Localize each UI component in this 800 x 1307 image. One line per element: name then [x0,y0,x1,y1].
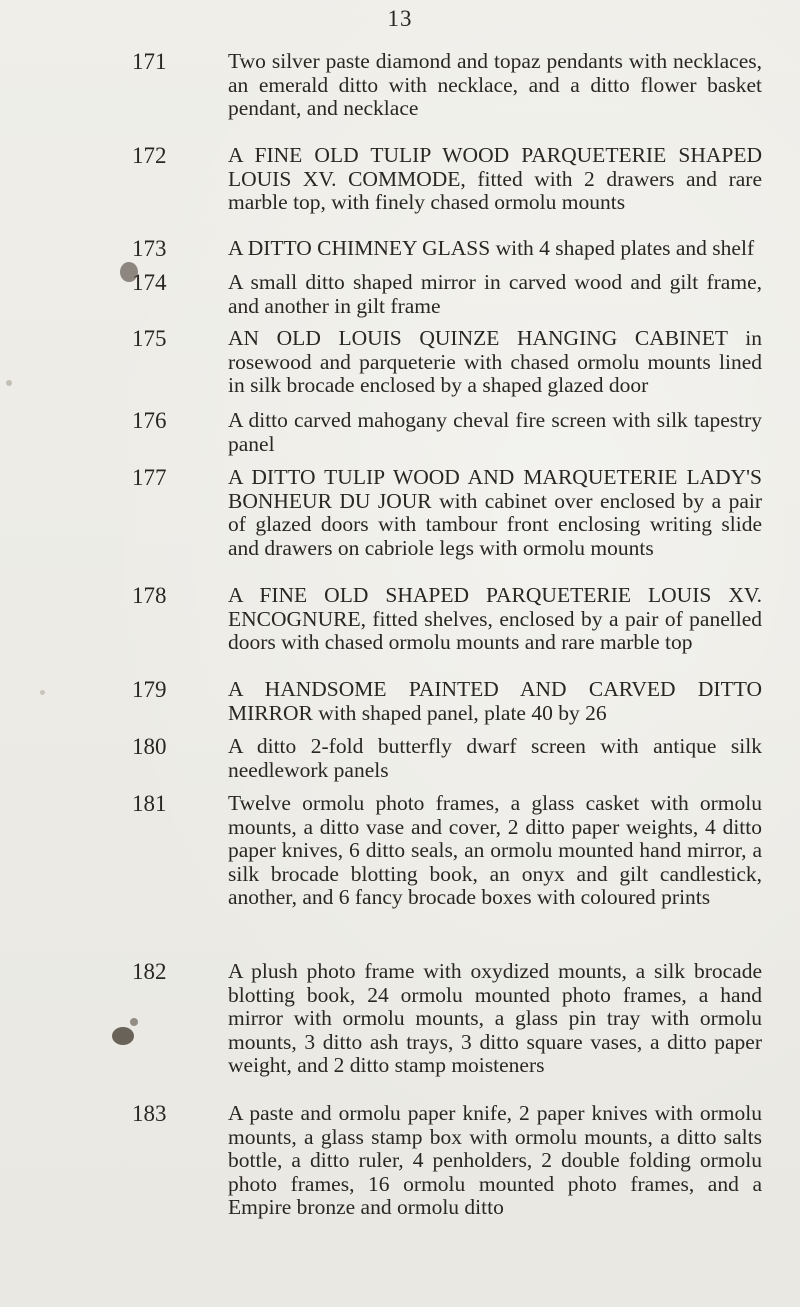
lot-number: 175 [132,326,167,351]
lot-description: A small ditto shaped mirror in carved wood and gilt frame, and another in gilt frame [228,270,762,318]
lot-description: A DITTO TULIP WOOD AND MARQUETERIE LADY'S BONHEUR DU JOUR with cabinet over enclosed by a pair of glazed doors with tambour front enclosing writing slide and drawers on cabriole legs with ormolu mounts [228,465,762,560]
lot-number: 181 [132,791,167,816]
lot-description: Twelve ormolu photo frames, a glass casket with ormolu mounts, a ditto vase and cover, 2 ditto paper weights, 4 ditto paper knives, 6 ditto seals, an ormolu mounted hand mirror, a silk brocade blotting book, an onyx and gilt candlestick, another, and 6 fancy brocade boxes with coloured prints [228,791,762,909]
lot-entry [0,327,800,409]
lot-number: 182 [132,959,167,984]
lot-number: 174 [132,270,167,295]
lot-entry [0,144,800,237]
lot-entry [0,409,800,466]
lot-description: A plush photo frame with oxydized mounts, a silk brocade blotting book, 24 ormolu mounted photo frames, a hand mirror with ormolu mounts, a glass pin tray with ormolu mounts, 3 ditto ash trays, 3 ditto square vases, a ditto paper weight, and 2 ditto stamp moisteners [228,959,762,1077]
lot-number: 176 [132,408,167,433]
lot-entry [0,792,800,960]
lot-number: 179 [132,677,167,702]
lot-description: A ditto carved mahogany cheval fire screen with silk tapestry panel [228,408,762,456]
lot-description: Two silver paste diamond and topaz pendants with necklaces, an emerald ditto with necklace, and a ditto flower basket pendant, and necklace [228,49,762,120]
lot-number: 173 [132,236,167,261]
lot-number: 172 [132,143,167,168]
lot-description: A DITTO CHIMNEY GLASS with 4 shaped plates and shelf [228,236,755,260]
lot-number: 178 [132,583,167,608]
lot-entry [0,271,800,327]
lot-number: 180 [132,734,167,759]
lot-number: 177 [132,465,167,490]
lot-description: A ditto 2-fold butterfly dwarf screen with antique silk needlework panels [228,734,762,782]
lot-entry [0,584,800,678]
lot-list [0,50,800,1222]
lot-description: A paste and ormolu paper knife, 2 paper knives with ormolu mounts, a glass stamp box with ormolu mounts, a ditto salts bottle, a ditto ruler, 4 penholders, 2 double folding ormolu photo frames, 16 ormolu mounted photo frames, and a Empire bronze and ormolu ditto [228,1101,762,1219]
page-number: 13 [387,6,413,31]
lot-entry [0,50,800,144]
lot-entry [0,1102,800,1222]
lot-description: A FINE OLD SHAPED PARQUETERIE LOUIS XV. ENCOGNURE, fitted shelves, enclosed by a pair of panelled doors with chased ormolu mounts and rare marble top [228,583,762,654]
lot-number: 183 [132,1101,167,1126]
lot-entry [0,466,800,584]
lot-entry [0,735,800,792]
lot-description: A HANDSOME PAINTED AND CARVED DITTO MIRROR with shaped panel, plate 40 by 26 [228,677,762,725]
lot-description: AN OLD LOUIS QUINZE HANGING CABINET in rosewood and parqueterie with chased ormolu mounts lined in silk brocade enclosed by a shaped glazed door [228,326,762,397]
lot-number: 171 [132,49,167,74]
lot-entry [0,960,800,1102]
lot-entry [0,678,800,735]
lot-entry [0,237,800,271]
lot-description: A FINE OLD TULIP WOOD PARQUETERIE SHAPED LOUIS XV. COMMODE, fitted with 2 drawers and rare marble top, with finely chased ormolu mounts [228,143,762,214]
